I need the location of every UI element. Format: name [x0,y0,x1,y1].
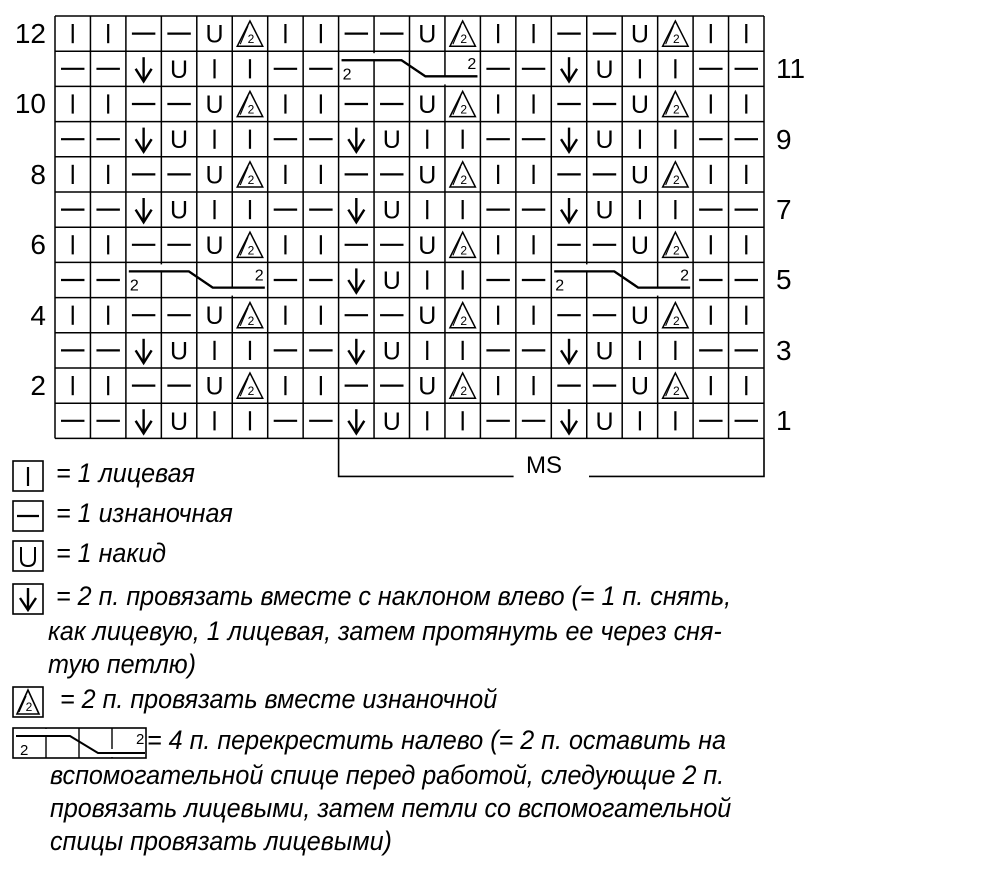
yarn-over-stitch: U [595,337,614,366]
repeat-bracket [589,438,764,476]
svg-text:2: 2 [247,313,255,328]
cable-count: 2 [555,277,565,295]
knit-icon [12,460,46,494]
cable-mask [553,264,621,270]
yarn-over-stitch: U [418,231,437,260]
ssk-icon [12,583,46,617]
yarn-over-stitch: U [418,302,437,331]
p2tog-stitch [237,162,262,187]
svg-text:2: 2 [247,243,255,258]
ssk-stitch [136,57,152,81]
ssk-stitch [348,128,364,152]
svg-text:2: 2 [673,384,680,399]
ssk-stitch [348,198,364,222]
row-number: 9 [776,123,792,155]
svg-text:2: 2 [460,384,468,399]
svg-text:2: 2 [136,731,145,748]
yarn-over-stitch: U [205,231,224,260]
svg-text:2: 2 [247,32,255,47]
yarn-over-stitch: U [170,196,189,225]
ssk-stitch [561,128,577,152]
legend-text: = 2 п. провязать вместе изнаночной [60,684,498,714]
yarn-over-stitch: U [595,126,614,155]
ssk-stitch [348,409,364,433]
yarn-over-stitch: U [382,407,401,436]
cable-mask [128,264,196,270]
p2tog-stitch [237,232,262,257]
row-number: 1 [776,405,792,437]
legend-text-cont: тую петлю) [48,649,197,679]
p2tog-stitch [663,232,688,257]
cable-count: 2 [680,267,690,285]
yarn-over-stitch: U [205,91,224,119]
ssk-stitch [348,268,364,292]
cable-mask [199,289,267,296]
cable-count: 2 [129,277,139,295]
legend-text-cont: провязать лицевыми, затем петли со вспомогательной [50,793,732,823]
yarn-over-stitch: U [630,20,649,49]
legend-text-cont: вспомогательной спице перед работой, следующие 2 п. [50,760,725,790]
yarn-over-stitch: U [418,91,437,119]
row-number: 10 [14,88,46,120]
p2tog-stitch [663,162,688,187]
p2tog-stitch [450,232,475,257]
yarn-over-stitch: U [205,161,224,190]
yarn-over-stitch: U [205,302,224,331]
ssk-stitch [136,409,152,433]
legend-text-cont: как лицевую, 1 лицевая, затем протянуть ее через сня- [48,616,722,646]
row-number: 5 [776,264,792,296]
svg-text:2: 2 [673,313,680,328]
yarn-over-stitch: U [170,337,189,366]
yarn-over-stitch: U [418,161,437,190]
ssk-stitch [561,409,577,433]
svg-text:2: 2 [460,243,468,258]
row-number: 4 [30,299,46,331]
p2tog-stitch [450,91,475,116]
legend-text: = 1 изнаночная [56,498,233,528]
svg-text:2: 2 [673,102,680,117]
ssk-stitch [136,198,152,222]
cable-count: 2 [467,56,477,74]
svg-text:2: 2 [460,313,468,328]
yarn-over-stitch: U [630,302,649,331]
svg-text:2: 2 [25,700,33,714]
p2tog-stitch [237,91,262,116]
legend-text: = 1 накид [56,538,167,568]
row-number: 11 [776,53,806,85]
cable-mask [412,77,480,84]
yarn-over-stitch: U [595,407,614,436]
svg-text:2: 2 [673,173,680,187]
yarn-over-stitch: U [382,267,401,295]
yarn-over-stitch: U [630,91,649,119]
yarn-over-stitch: U [630,161,649,190]
ssk-stitch [348,339,364,363]
cable-left-icon [12,727,152,761]
p2tog-stitch [663,373,688,398]
ssk-stitch [136,339,152,363]
row-number: 7 [776,194,792,225]
svg-text:2: 2 [673,32,680,47]
legend-text: = 2 п. провязать вместе с наклоном влево (= 1 п. снять, [56,581,732,611]
purl-icon [12,500,46,534]
yarn-over-stitch: U [418,20,437,49]
p2tog-stitch [450,303,475,328]
p2tog-stitch [663,21,688,46]
repeat-bracket [339,438,514,476]
ssk-stitch [561,57,577,81]
p2tog-stitch [663,303,688,328]
p2tog-stitch [450,21,475,46]
cable-mask [624,289,692,296]
row-number: 8 [30,158,46,190]
svg-text:2: 2 [460,32,468,47]
svg-text:2: 2 [20,742,29,759]
ssk-stitch [561,339,577,363]
row-number: 6 [30,229,46,261]
yarn-over-stitch: U [382,126,401,155]
svg-text:2: 2 [247,384,255,399]
p2tog-icon [12,686,46,720]
p2tog-stitch [663,91,688,116]
p2tog-stitch [237,303,262,328]
yarn-over-icon [12,540,46,574]
svg-text:2: 2 [460,102,468,117]
yarn-over-stitch: U [382,337,401,366]
row-number: 12 [14,18,46,49]
yarn-over-stitch: U [630,231,649,260]
repeat-label: MS [518,452,570,480]
row-number: 2 [30,370,46,401]
p2tog-stitch [450,162,475,187]
cable-count: 2 [342,66,352,84]
p2tog-stitch [450,373,475,398]
yarn-over-stitch: U [170,407,189,436]
yarn-over-stitch: U [382,196,401,225]
cable-mask [341,53,409,59]
legend-text: = 1 лицевая [56,458,195,488]
cable-count: 2 [254,267,264,285]
svg-text:2: 2 [247,102,255,117]
p2tog-stitch [237,373,262,398]
svg-text:2: 2 [673,243,680,258]
p2tog-stitch [237,21,262,46]
yarn-over-stitch: U [418,372,437,401]
yarn-over-stitch: U [595,55,614,84]
legend-text: = 4 п. перекрестить налево (= 2 п. оставить на [147,725,727,755]
row-number: 3 [776,334,792,366]
yarn-over-stitch: U [170,55,189,84]
svg-text:2: 2 [460,173,468,187]
ssk-stitch [136,128,152,152]
yarn-over-stitch: U [595,196,614,225]
yarn-over-stitch: U [205,20,224,49]
ssk-stitch [561,198,577,222]
yarn-over-stitch: U [205,372,224,401]
yarn-over-stitch: U [630,372,649,401]
svg-text:2: 2 [247,173,255,187]
legend-text-cont: спицы провязать лицевыми) [50,826,392,856]
yarn-over-stitch: U [170,126,189,155]
